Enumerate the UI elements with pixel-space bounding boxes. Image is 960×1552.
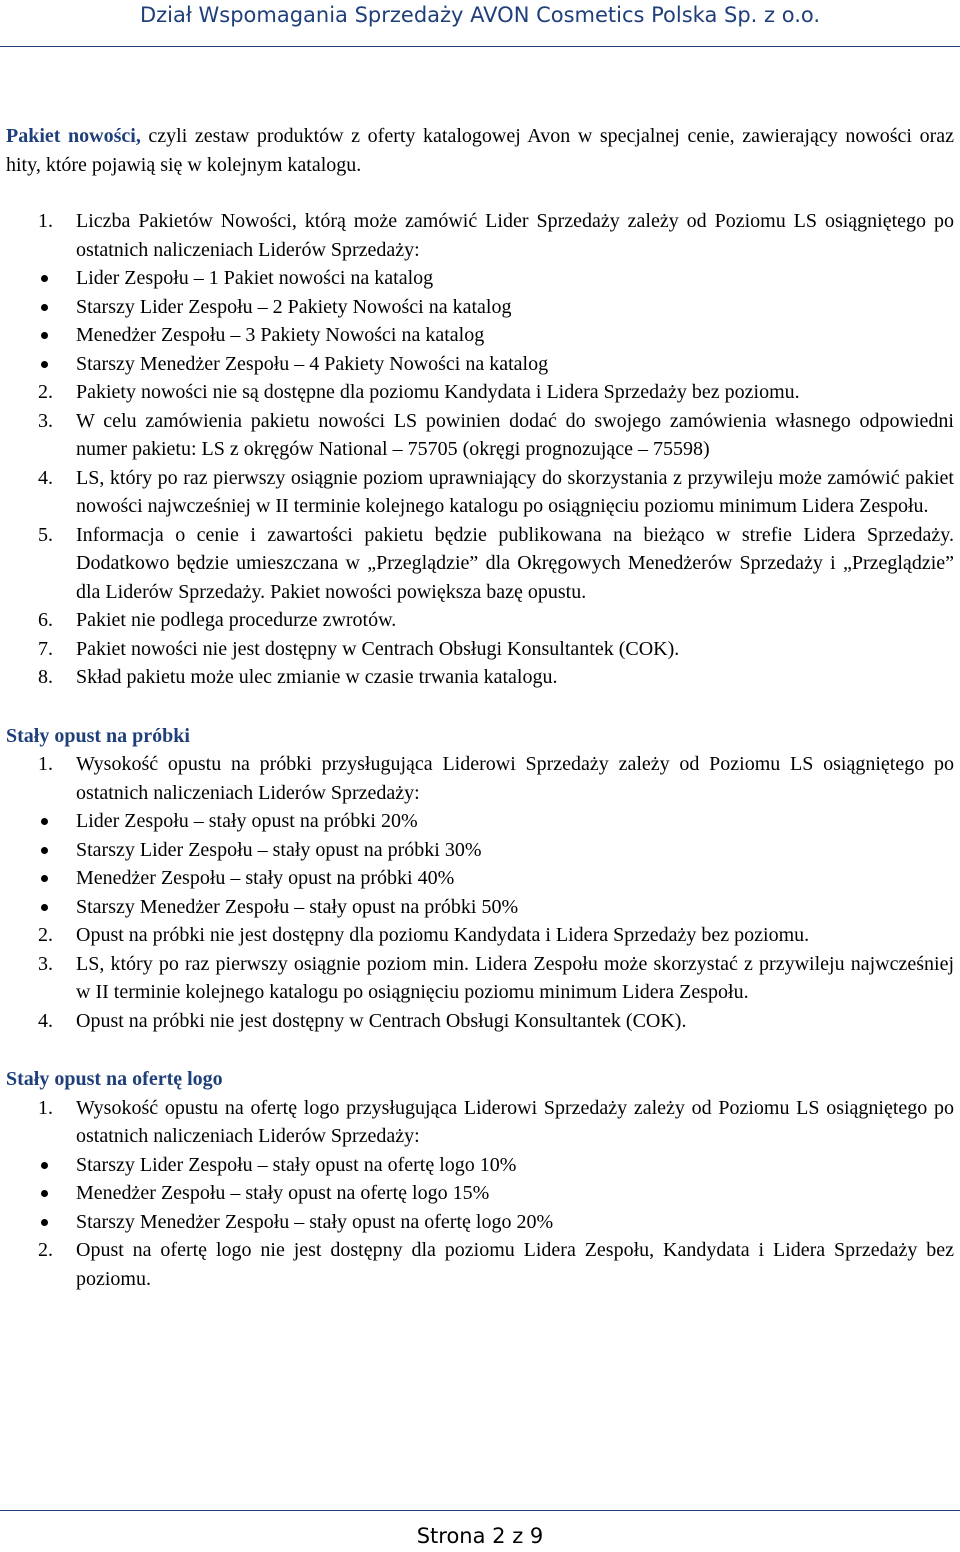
bullet-icon <box>41 332 48 339</box>
bullet-item <box>6 264 954 293</box>
footer-divider <box>0 1510 960 1511</box>
list-number: 6. <box>38 609 53 631</box>
bullet-text: Lider Zespołu – 1 Pakiet nowości na katalog <box>76 267 434 289</box>
bullet-item <box>6 350 954 379</box>
list-text: Opust na próbki nie jest dostępny dla poziomu Kandydata i Lidera Sprzedaży bez poziomu. <box>76 924 810 946</box>
list-item <box>6 521 954 607</box>
list-item <box>6 921 954 950</box>
list-item <box>6 1236 954 1293</box>
list-number: 2. <box>38 381 53 403</box>
list-item <box>6 950 954 1007</box>
bullet-icon <box>41 275 48 282</box>
bullet-text: Starszy Menedżer Zespołu – stały opust na próbki 50% <box>76 895 519 918</box>
list-number: 1. <box>38 753 53 775</box>
list-text: Wysokość opustu na ofertę logo przysługująca Liderowi Sprzedaży zależy od Poziomu LS osiągniętego po ostatnich naliczeniach Liderów Sprzedaży: <box>76 1096 954 1147</box>
list-text: Wysokość opustu na próbki przysługująca Liderowi Sprzedaży zależy od Poziomu LS osiągniętego po ostatnich naliczeniach Liderów Sprzedaży: <box>76 753 954 804</box>
list-text: LS, który po raz pierwszy osiągnie poziom min. Lidera Zespołu może skorzystać z przywileju najwcześniej w II terminie kolejnego katalogu po osiągnięciu poziomu minimum Lidera Zespołu. <box>76 952 954 1003</box>
bullet-item <box>6 864 954 893</box>
list-item <box>6 750 954 807</box>
list-number: 7. <box>38 637 53 660</box>
bullet-icon <box>41 361 48 368</box>
bullet-icon <box>41 304 48 311</box>
bullet-text: Starszy Lider Zespołu – stały opust na ofertę logo 10% <box>76 1153 517 1176</box>
list-number: 1. <box>38 210 53 232</box>
bullet-item <box>6 1179 954 1208</box>
bullet-item <box>6 807 954 836</box>
bullet-item <box>6 1208 954 1237</box>
list-number: 3. <box>38 409 53 432</box>
intro-term: Pakiet nowości, <box>6 125 141 147</box>
bullet-icon <box>41 818 48 825</box>
document-body <box>6 122 954 1293</box>
list-text: LS, który po raz pierwszy osiągnie poziom uprawniający do skorzystania z przywileju może zamówić pakiet nowości najwcześniej w II terminie kolejnego katalogu po osiągnięciu poziomu minimum Lidera Zespołu. <box>76 466 954 517</box>
list-number: 4. <box>38 1009 53 1032</box>
bullet-item <box>6 1151 954 1180</box>
list-text: Pakiet nowości nie jest dostępny w Centrach Obsługi Konsultantek (COK). <box>76 637 680 660</box>
list-item <box>6 635 954 664</box>
bullet-item <box>6 321 954 350</box>
bullet-text: Menedżer Zespołu – 3 Pakiety Nowości na katalog <box>76 324 485 346</box>
bullet-icon <box>41 904 48 911</box>
intro-paragraph <box>6 122 954 179</box>
bullet-text: Starszy Menedżer Zespołu – stały opust na ofertę logo 20% <box>76 1210 554 1233</box>
intro-text: czyli zestaw produktów z oferty katalogowej Avon w specjalnej cenie, zawierający nowości oraz hity, które pojawią się w kolejnym katalogu. <box>6 125 954 176</box>
bullet-icon <box>41 875 48 882</box>
bullet-item <box>6 836 954 865</box>
list-number: 2. <box>38 1239 53 1261</box>
bullet-text: Starszy Menedżer Zespołu – 4 Pakiety Nowości na katalog <box>76 352 549 375</box>
bullet-text: Menedżer Zespołu – stały opust na próbki 40% <box>76 867 455 889</box>
list-item <box>6 378 954 407</box>
list-number: 8. <box>38 666 53 688</box>
list-number: 3. <box>38 952 53 975</box>
list-item <box>6 1007 954 1036</box>
list-item <box>6 1094 954 1151</box>
page-number: Strona 2 z 9 <box>416 1524 544 1548</box>
bullet-text: Starszy Lider Zespołu – stały opust na próbki 30% <box>76 838 482 861</box>
list-text: W celu zamówienia pakietu nowości LS powinien dodać do swojego zamówienia własnego odpowiedni numer pakietu: LS z okręgów National – 75705 (okręgi prognozujące – 75598) <box>76 409 954 460</box>
bullet-icon <box>41 847 48 854</box>
bullet-icon <box>41 1190 48 1197</box>
bullet-icon <box>41 1219 48 1226</box>
list-number: 4. <box>38 466 53 489</box>
list-text: Skład pakietu może ulec zmianie w czasie trwania katalogu. <box>76 666 558 688</box>
bullet-text: Starszy Lider Zespołu – 2 Pakiety Nowości na katalog <box>76 295 512 318</box>
list-number: 2. <box>38 924 53 946</box>
bullet-item <box>6 893 954 922</box>
list-number: 1. <box>38 1096 53 1119</box>
bullet-icon <box>41 1162 48 1169</box>
list-item <box>6 663 954 692</box>
bullet-text: Menedżer Zespołu – stały opust na ofertę logo 15% <box>76 1182 490 1204</box>
list-text: Informacja o cenie i zawartości pakietu będzie publikowana na bieżąco w strefie Lidera Sprzedaży. Dodatkowo będzie umieszczana w „Przeglądzie” dla Okręgowych Menedżerów Sprzedaży i „Przeglądzie” dla Liderów Sprzedaży. Pakiet nowości powiększa bazę opustu. <box>76 523 954 603</box>
list-item <box>6 606 954 635</box>
list-item <box>6 407 954 464</box>
list-item <box>6 464 954 521</box>
list-text: Pakiety nowości nie są dostępne dla poziomu Kandydata i Lidera Sprzedaży bez poziomu. <box>76 381 800 403</box>
list-text: Opust na ofertę logo nie jest dostępny dla poziomu Lidera Zespołu, Kandydata i Lidera Sprzedaży bez poziomu. <box>76 1239 954 1290</box>
list-text: Pakiet nie podlega procedurze zwrotów. <box>76 609 397 631</box>
list-number: 5. <box>38 523 53 546</box>
header-divider <box>0 46 960 47</box>
section-title-probki: Stały opust na próbki <box>6 724 190 747</box>
page-header: Dział Wspomagania Sprzedaży AVON Cosmetics Polska Sp. z o.o. <box>139 3 821 27</box>
bullet-text: Lider Zespołu – stały opust na próbki 20% <box>76 810 418 832</box>
bullet-item <box>6 293 954 322</box>
list-item <box>6 207 954 264</box>
section-title-logo: Stały opust na ofertę logo <box>6 1068 223 1090</box>
list-text: Liczba Pakietów Nowości, którą może zamówić Lider Sprzedaży zależy od Poziomu LS osiągniętego po ostatnich naliczeniach Liderów Sprzedaży: <box>76 210 954 261</box>
list-text: Opust na próbki nie jest dostępny w Centrach Obsługi Konsultantek (COK). <box>76 1009 687 1032</box>
